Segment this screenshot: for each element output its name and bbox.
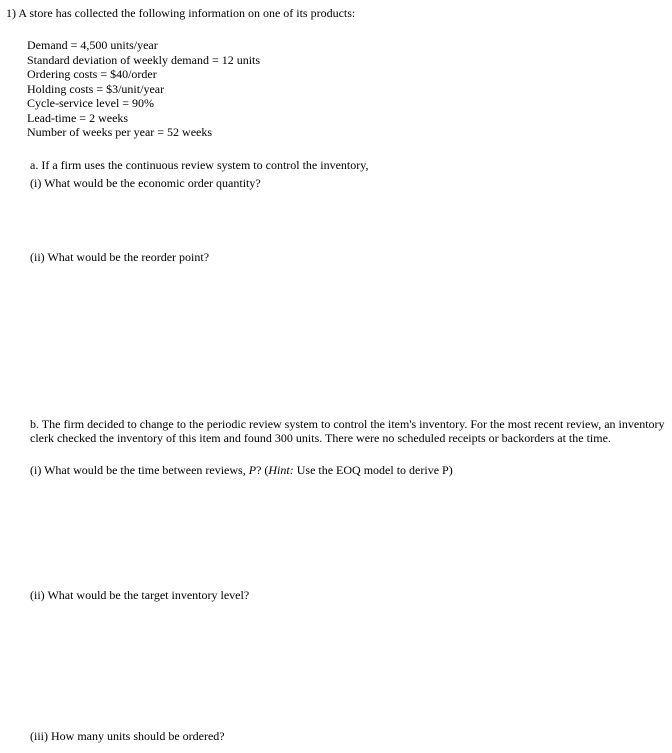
- part-a-question-ii: (ii) What would be the reorder point?: [30, 250, 210, 264]
- part-b-question-i: [30, 463, 453, 477]
- part-b-hint-text: Use the EOQ model to derive P): [293, 463, 453, 477]
- part-b-question-iii: (iii) How many units should be ordered?: [30, 729, 225, 743]
- given-weeks-per-year: Number of weeks per year = 52 weeks: [27, 125, 213, 139]
- part-a-intro: a. If a firm uses the continuous review system to control the inventory,: [30, 158, 369, 172]
- part-b-question-ii: (ii) What would be the target inventory level?: [30, 588, 250, 602]
- given-demand: Demand = 4,500 units/year: [27, 38, 158, 52]
- given-holding-cost: Holding costs = $3/unit/year: [27, 81, 165, 96]
- part-b-hint-label: Hint:: [268, 463, 294, 477]
- part-b-question-i-mid: ? (: [256, 463, 269, 477]
- part-b-intro: b. The firm decided to change to the periodic review system to control the item's inventory. For the most recent review, an inventory clerk checked the inventory of this item and found 300 units. There were no scheduled receipts or backorders at the time.: [30, 417, 665, 445]
- part-a-question-i: (i) What would be the economic order quantity?: [30, 176, 261, 190]
- given-service-level: Cycle-service level = 90%: [27, 96, 155, 110]
- given-std-dev: Standard deviation of weekly demand = 12 units: [27, 52, 261, 67]
- given-data-list: [27, 38, 260, 140]
- part-b-question-i-prefix: (i) What would be the time between reviews,: [30, 463, 249, 477]
- part-b-question-i-var: P: [248, 463, 257, 477]
- problem-heading: 1) A store has collected the following information on one of its products:: [6, 6, 356, 20]
- given-lead-time: Lead-time = 2 weeks: [27, 110, 129, 125]
- given-ordering-cost: Ordering costs = $40/order: [27, 67, 157, 81]
